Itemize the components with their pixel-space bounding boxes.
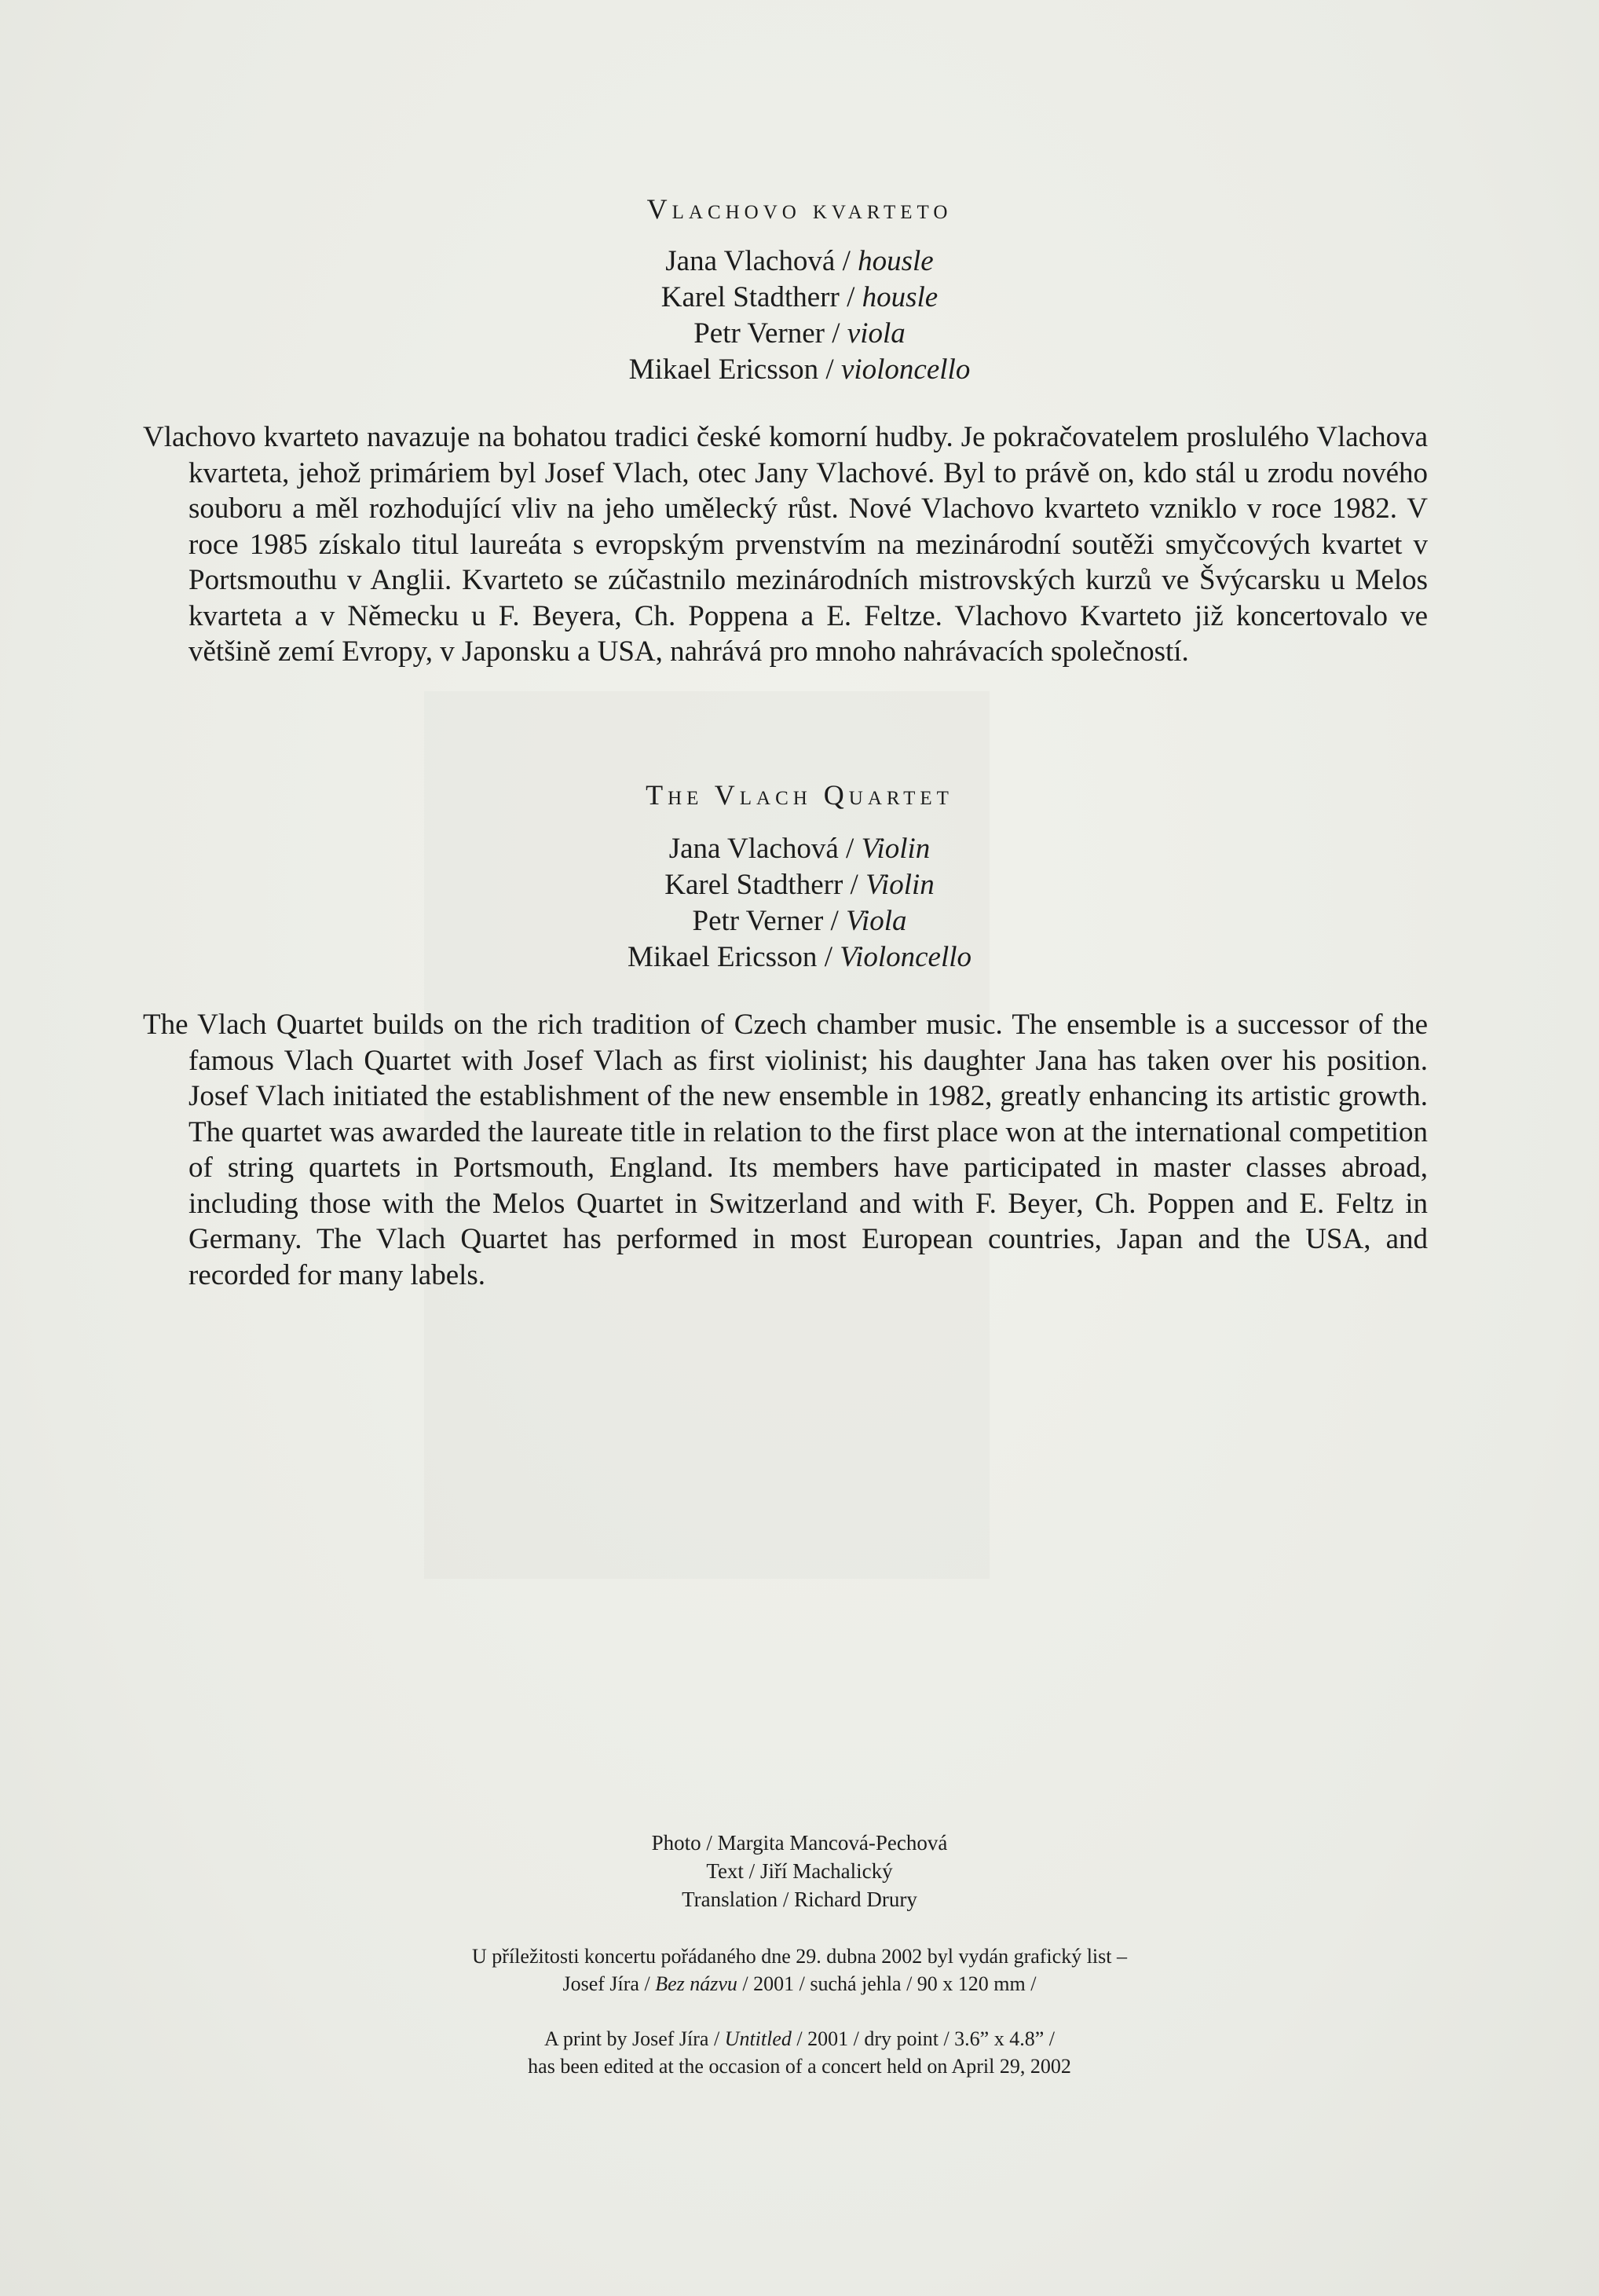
member-name: Jana Vlachová [665,245,836,277]
separator: / [838,833,862,865]
text-credit: Text / Jiří Machalický [706,1859,893,1883]
english-member-list [0,831,1599,976]
member-name: Jana Vlachová [668,833,839,865]
separator: / [818,353,841,386]
print-note-czech [0,1943,1599,1998]
member-name: Mikael Ericsson [627,941,818,973]
photo-credit: Photo / Margita Mancová-Pechová [651,1831,948,1855]
member-line [0,867,1599,903]
print-title: Bez názvu [655,1972,737,1995]
member-role: Violin [865,869,935,901]
member-name: Petr Verner [692,905,824,937]
print-note-line: U příležitosti koncertu pořádaného dne 29. dubna 2002 byl vydán grafický list – [472,1945,1127,1968]
credits [0,1829,1599,1913]
member-line [0,316,1599,352]
member-name: Petr Verner [693,317,825,350]
print-title: Untitled [724,2027,792,2050]
member-line [0,939,1599,976]
english-paragraph: The Vlach Quartet builds on the rich tradition of Czech chamber music. The ensemble is a successor of the famous Vlach Quartet with Josef Vlach as first violinist; his daughter Jana has taken over his position. Josef Vlach initiated the establishment of the new ensemble in 1982, greatly enhancing its artistic growth. The quartet was awarded the laureate title in relation to the first place won at the international competition of string quartets in Portsmouth, England. Its members have participated in master classes abroad, including those with the Melos Quartet in Switzerland and with F. Beyer, Ch. Poppen and E. Feltz in Germany. The Vlach Quartet has performed in most European countries, Japan and the USA, and recorded for many labels. [143,1009,1428,1291]
print-note-line: has been edited at the occasion of a concert held on April 29, 2002 [528,2055,1071,2078]
print-note-text: / 2001 / dry point / 3.6” x 4.8” / [791,2027,1055,2050]
print-note-text: / 2001 / suchá jehla / 90 x 120 mm / [737,1972,1037,1995]
member-line [0,831,1599,867]
separator: / [843,869,866,901]
member-name: Mikael Ericsson [628,353,819,386]
separator: / [825,317,847,350]
member-line [0,352,1599,388]
member-role: housle [862,281,939,313]
print-note-line [0,1970,1599,1998]
member-line [0,280,1599,316]
english-heading: The Vlach Quartet [646,779,953,811]
member-role: Violoncello [840,941,972,973]
print-note-english [0,2025,1599,2080]
member-name: Karel Stadtherr [664,869,843,901]
print-note-text: A print by Josef Jíra / [544,2027,725,2050]
member-role: violoncello [840,353,971,386]
member-line [0,244,1599,280]
separator: / [823,905,847,937]
print-note-line [0,2025,1599,2052]
member-role: housle [858,245,934,277]
member-role: Violin [861,833,931,865]
czech-heading: Vlachovo kvarteto [646,193,953,225]
member-role: viola [847,317,906,350]
print-note-text: Josef Jíra / [562,1972,656,1995]
separator: / [835,245,858,277]
czech-member-list [0,244,1599,388]
separator: / [817,941,840,973]
member-line [0,903,1599,939]
member-name: Karel Stadtherr [660,281,840,313]
separator: / [839,281,862,313]
member-role: Viola [846,905,907,937]
translation-credit: Translation / Richard Drury [682,1888,917,1911]
czech-paragraph: Vlachovo kvarteto navazuje na bohatou tradici české komorní hudby. Je pokračovatelem proslulého Vlachova kvarteta, jehož primáriem byl Josef Vlach, otec Jany Vlachové. Byl to právě on, kdo stál u zrodu nového souboru a měl rozhodující vliv na jeho umělecký růst. Nové Vlachovo kvarteto vzniklo v roce 1982. V roce 1985 získalo titul laureáta s evropským prvenstvím na mezinárodní soutěži smyčcových kvartet v Portsmouthu v Anglii. Kvarteto se zúčastnilo mezinárodních mistrovských kurzů ve Švýcarsku u Melos kvarteta a v Německu u F. Beyera, Ch. Poppena a E. Feltze. Vlachovo Kvarteto již koncertovalo ve většině zemí Evropy, v Japonsku a USA, nahrává pro mnoho nahrávacích společností. [143,421,1428,668]
